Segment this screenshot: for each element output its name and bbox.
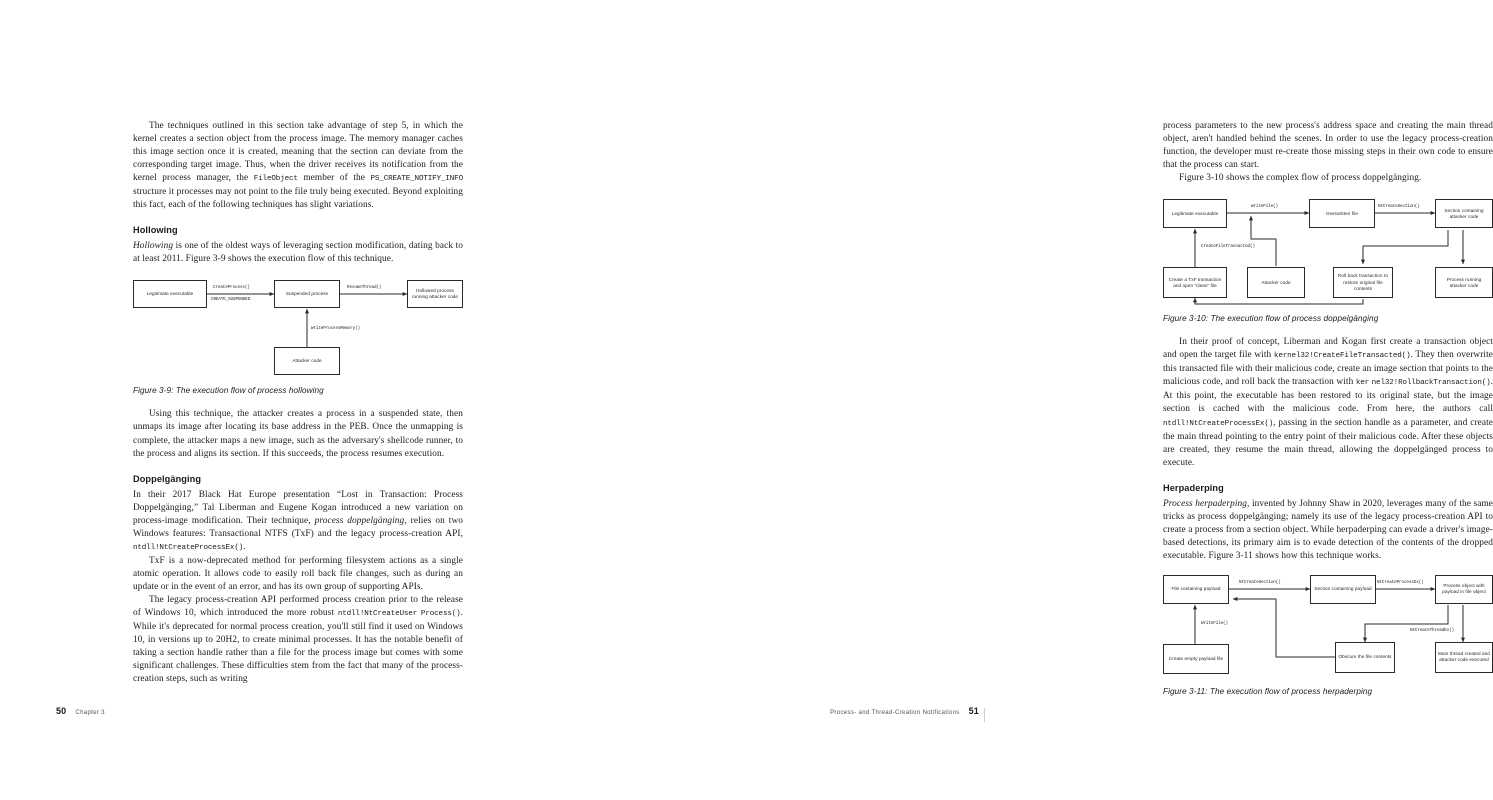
- node-label: Process running attacker code: [1446, 276, 1482, 288]
- node-legitimate-executable: [133, 280, 207, 308]
- edge-label-text: CreateFileTransacted(): [1201, 244, 1255, 250]
- edge-label-write-process-memory: [311, 326, 360, 331]
- paragraph-right-2: [1163, 172, 1493, 185]
- inline-text: . They then overwrite this transacted file with their malicious code, create an image section that points to the malicious code, and roll back the transaction with: [1163, 350, 1493, 388]
- node-attacker-code: [1247, 267, 1305, 298]
- paragraph-doppelganging-3: [133, 594, 463, 686]
- inline-code: nel32!RollbackTransaction(): [1371, 379, 1491, 388]
- edge-label-createfiletransacted: [1201, 244, 1255, 249]
- figure-3-10: [1163, 194, 1493, 323]
- folio-right: [830, 706, 979, 716]
- node-create-txf-transaction: [1163, 267, 1227, 298]
- node-label: Roll back transaction to restore original file contents: [1338, 273, 1388, 291]
- node-create-empty-payload-file: [1163, 644, 1229, 674]
- node-label: Overwritten file: [1325, 210, 1359, 216]
- inline-code: ker: [1355, 379, 1370, 388]
- node-roll-back-transaction: [1333, 267, 1393, 298]
- node-process-object-with-payload: [1435, 575, 1493, 604]
- node-section-attacker-code: [1435, 199, 1493, 228]
- node-label: Legitimate executable: [146, 291, 194, 297]
- node-hollowed-process: [407, 280, 463, 308]
- edge-label-line1: ResumeThread(): [347, 285, 382, 291]
- edge-label-writefile: [1201, 621, 1228, 626]
- inline-emphasis: Process herpaderping: [1163, 498, 1248, 509]
- inline-code: Process(): [420, 610, 461, 619]
- edge-label-line1: CreateProcess(): [213, 285, 250, 291]
- figure-3-9-caption: Figure 3-9: The execution flow of process hollowing: [133, 386, 324, 396]
- edge-label-text: NtCreateSection(): [1239, 579, 1281, 585]
- inline-code: ntdll!NtCreateProcessEx(): [133, 543, 244, 552]
- inline-text: Figure 3-10 shows the complex flow of process doppelgänging.: [1179, 173, 1422, 184]
- node-legitimate-executable: [1163, 199, 1227, 228]
- edge-label-text: NtCreateThreadEx(): [1410, 627, 1455, 633]
- running-head-right: Process- and Thread-Creation Notifications: [830, 709, 960, 716]
- running-head-left: Chapter 3: [75, 709, 105, 716]
- figure-3-10-caption: Figure 3-10: The execution flow of process doppelgänging: [1163, 314, 1379, 324]
- heading-doppelganging: Doppelgänging: [133, 473, 202, 484]
- paragraph-herpaderping: [1163, 498, 1493, 563]
- inline-text: process parameters to the new process's address space and creating the main thread object, aren't handled behind the scenes. In order to use the legacy process-creation function, the developer must re-create those missing steps in their own code to ensure that the process can start.: [1163, 121, 1493, 171]
- node-overwritten-file: [1309, 199, 1375, 228]
- inline-code: kernel32!CreateFileTransacted(): [1273, 352, 1411, 361]
- node-label: Section containing payload: [1314, 586, 1372, 592]
- node-label: Hollowed process running attacker code: [411, 288, 459, 300]
- edge-label-create-suspended: [211, 297, 250, 302]
- node-label: Create a TxF transaction and open “clean” file: [1168, 276, 1222, 288]
- edge-label-create-process: [213, 285, 250, 290]
- inline-code: ntdll!NtCreateUser: [337, 610, 418, 619]
- figure-3-10-canvas: [1163, 194, 1493, 307]
- inline-text: . At this point, the executable has been restored to its original state, but the image section is cached with the malicious code. From here, the authors call: [1163, 377, 1493, 415]
- figure-3-11-canvas: [1163, 572, 1493, 680]
- paragraph-doppelganging-poc: [1163, 336, 1493, 469]
- node-label: Create empty payload file: [1168, 655, 1224, 661]
- node-label: Main thread created and attacker code executed: [1438, 651, 1490, 663]
- edge-label-ntcreatesection: [1378, 204, 1420, 209]
- inline-text: .: [243, 541, 246, 552]
- paragraph-hollowing-intro: [133, 240, 463, 266]
- inline-text: member of the: [297, 173, 371, 184]
- page-number-right: 51: [968, 706, 979, 716]
- inline-text: is one of the oldest ways of leveraging section modification, dating back to at least 2011. Figure 3-9 shows the execution flow of this technique.: [133, 241, 463, 265]
- edge-label-ntcreateprocessex: [1377, 580, 1424, 585]
- right-page: [518, 0, 1493, 800]
- figure-3-9-canvas: [133, 275, 463, 380]
- node-section-containing-payload: [1310, 575, 1376, 604]
- inline-text: , invented by Johnny Shaw in 2020, leverages many of the same tricks as process doppelgänging; namely its use of the legacy process-creation API to create a process from a section object. While herpaderping can evade a driver's image-based detections, its primary aim is to evade detection of the contents of the dropped executable. Figure 3-11 shows how this technique works.: [1163, 498, 1493, 561]
- paragraph-doppelganging-1: [133, 489, 463, 555]
- node-label: Process object with payload in file object: [1442, 583, 1486, 595]
- inline-text: TxF is a now-deprecated method for performing filesystem actions as a single atomic operation. It allows code to easily roll back file changes, such as during an update or in the event of an error, and has its own group of supporting APIs.: [133, 555, 463, 592]
- inline-text: , relies on two Windows features: Transactional NTFS (TxF) and the legacy process-creation API,: [133, 515, 463, 539]
- edge-label-resume-thread: [347, 285, 381, 290]
- inline-text: In their proof of concept, Liberman and Kogan first create a transaction object and open the target file with: [1163, 337, 1493, 361]
- folio-divider: [984, 708, 985, 722]
- node-main-thread-created: [1435, 642, 1493, 673]
- right-column: [1163, 120, 1493, 696]
- edge-label-text: NtCreateProcessEx(): [1377, 579, 1424, 585]
- edge-label-writefile: [1251, 204, 1278, 209]
- paragraph-doppelganging-2: [133, 555, 463, 594]
- node-label: Suspended process: [285, 291, 329, 297]
- heading-herpaderping: Herpaderping: [1163, 482, 1224, 493]
- edge-label-text: WriteFile(): [1251, 204, 1278, 210]
- edge-label-ntcreatesection: [1239, 580, 1281, 585]
- node-attacker-code: [274, 347, 340, 375]
- inline-text: , passing in the section handle as a parameter, and create the main thread pointing to the entry point of their malicious code. After these objects are created, they resume the main thread, allowing the doppelgänged process to execute.: [1163, 417, 1493, 468]
- inline-text: The legacy process-creation API performed process creation prior to the release of Windows 10, which introduced the more robust: [133, 594, 463, 619]
- inline-code: PS_CREATE_NOTIFY_INFO: [370, 175, 463, 184]
- inline-text: structure it processes may not point to the file truly being executed. Beyond exploiting this fact, each of the following techniques has slight variations.: [133, 187, 463, 211]
- paragraph-right-1: [1163, 120, 1493, 172]
- inline-text: . While it's deprecated for normal process creation, you'll still find it used on Windows 10, in versions up to 20H2, to create minimal processes. It has the notable benefit of taking a section handle rather than a file for the process image but comes with some significant challenges. These difficulties stem from the fact that many of the process-creation steps, such as writing: [133, 608, 463, 685]
- figure-3-11: [1163, 572, 1493, 696]
- edge-label-ntcreatethreadex: [1410, 628, 1454, 633]
- edge-label-line2: CREATE_SUSPENDED: [211, 297, 251, 303]
- node-process-running-attacker-code: [1435, 267, 1493, 298]
- node-label: Attacker code: [292, 358, 322, 364]
- node-obscure-file-contents: [1335, 642, 1395, 673]
- paragraph-intro: [133, 120, 463, 212]
- edge-label-text: NtCreateSection(): [1378, 204, 1420, 210]
- inline-emphasis: process doppelgänging: [314, 515, 405, 526]
- inline-emphasis: Hollowing: [133, 241, 174, 252]
- edge-label-text: WriteFile(): [1201, 620, 1228, 626]
- node-label: Section containing attacker code: [1444, 207, 1484, 219]
- node-suspended-process: [274, 280, 340, 308]
- paragraph-hollowing-explanation: Using this technique, the attacker creates a process in a suspended state, then unmaps its image after locating its base address in the PEB. Once the unmapping is complete, the attacker maps a new image, such as the adversary's shellcode runner, to the process and aligns its section. If this succeeds, the process resumes execution.: [133, 409, 463, 459]
- node-label: File containing payload: [1171, 586, 1221, 592]
- figure-3-11-caption: Figure 3-11: The execution flow of process herpaderping: [1163, 686, 1373, 696]
- inline-text: In their 2017 Black Hat Europe presentation “Lost in Transaction: Process Doppelgänging,” Tal Liberman and Eugene Kogan introduced a new variation on process-image modification. Their technique,: [133, 489, 463, 526]
- left-column: [133, 120, 463, 686]
- node-file-containing-payload: [1163, 575, 1229, 604]
- inline-code: ntdll!NtCreateProcessEx(): [1163, 419, 1274, 428]
- node-label: Attacker code: [1261, 279, 1291, 285]
- heading-hollowing: Hollowing: [133, 225, 178, 236]
- figure-3-9: [133, 275, 463, 395]
- left-page: [0, 0, 517, 800]
- node-label: Legitimate executable: [1171, 210, 1219, 216]
- folio-left: [56, 706, 105, 716]
- edge-label-line1: WriteProcessMemory(): [311, 326, 360, 332]
- inline-code: FileObject: [253, 175, 298, 184]
- page-number-left: 50: [56, 706, 67, 716]
- node-label: Obscure the file contents: [1338, 654, 1392, 660]
- inline-text: The techniques outlined in this section take advantage of step 5, in which the kernel creates a section object from the process image. The memory manager caches this image section once it is created, meaning that the section can deviate from the corresponding target image. Thus, when the driver receives its notification from the kernel process manager, the: [133, 121, 463, 184]
